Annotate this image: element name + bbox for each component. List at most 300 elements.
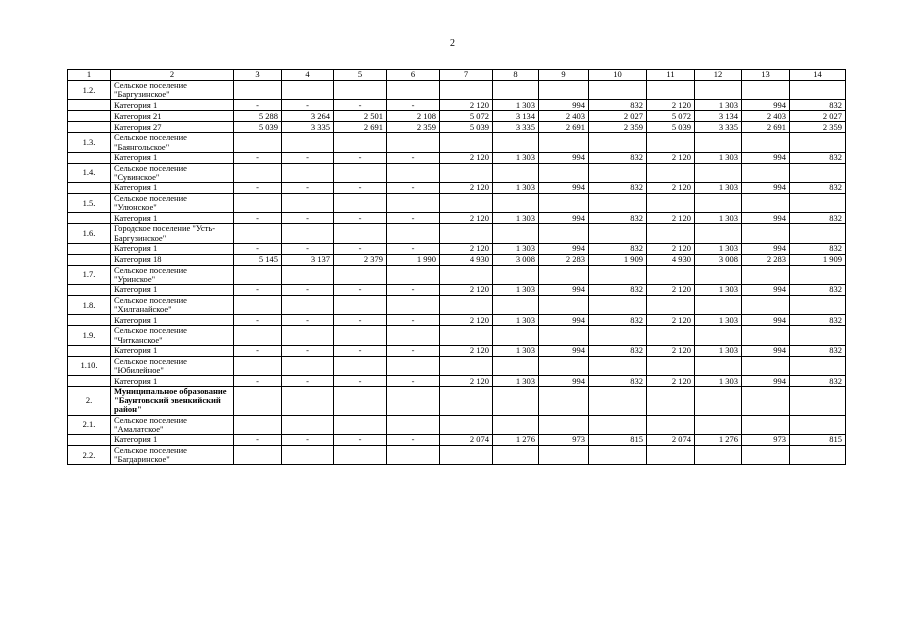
value-cell — [493, 81, 539, 100]
value-cell — [742, 296, 790, 315]
value-cell: 2 074 — [647, 434, 695, 445]
value-cell: 4 930 — [647, 254, 695, 265]
value-cell — [282, 224, 334, 243]
row-number: 2. — [68, 387, 111, 416]
row-number: 1.6. — [68, 224, 111, 243]
value-cell: 994 — [539, 315, 589, 326]
value-cell: - — [334, 315, 387, 326]
value-cell: - — [387, 152, 440, 163]
category-row — [68, 315, 846, 326]
value-cell — [539, 265, 589, 284]
value-cell: 832 — [589, 100, 647, 111]
value-cell — [742, 81, 790, 100]
value-cell — [234, 194, 282, 213]
value-cell: 1 303 — [695, 100, 742, 111]
column-number-cell: 4 — [282, 70, 334, 81]
value-cell: 832 — [589, 213, 647, 224]
value-cell: 3 134 — [493, 111, 539, 122]
value-cell: 2 120 — [440, 243, 493, 254]
value-cell: 994 — [742, 183, 790, 194]
value-cell: 2 501 — [334, 111, 387, 122]
value-cell — [539, 415, 589, 434]
value-cell — [539, 81, 589, 100]
value-cell: 3 335 — [282, 122, 334, 133]
category-row — [68, 213, 846, 224]
column-number-cell: 6 — [387, 70, 440, 81]
value-cell — [695, 194, 742, 213]
value-cell: 2 359 — [387, 122, 440, 133]
value-cell: 2 359 — [589, 122, 647, 133]
value-cell — [234, 265, 282, 284]
value-cell: 2 120 — [647, 213, 695, 224]
settlement-name: Сельское поселение "Уринское" — [111, 265, 234, 284]
value-cell — [282, 387, 334, 416]
value-cell — [742, 356, 790, 375]
value-cell — [234, 163, 282, 182]
settlement-row — [68, 356, 846, 375]
value-cell — [334, 387, 387, 416]
value-cell: 815 — [790, 434, 846, 445]
value-cell: 5 072 — [440, 111, 493, 122]
value-cell: 1 303 — [695, 213, 742, 224]
value-cell: 994 — [539, 285, 589, 296]
value-cell: 973 — [742, 434, 790, 445]
value-cell: 1 303 — [695, 285, 742, 296]
settlement-name: Сельское поселение "Сувинское" — [111, 163, 234, 182]
value-cell — [647, 296, 695, 315]
value-cell: 2 120 — [440, 345, 493, 356]
row-number — [68, 111, 111, 122]
value-cell — [742, 265, 790, 284]
row-number — [68, 315, 111, 326]
value-cell — [334, 265, 387, 284]
column-number-cell: 14 — [790, 70, 846, 81]
value-cell: 1 303 — [695, 183, 742, 194]
value-cell: - — [334, 285, 387, 296]
value-cell — [334, 224, 387, 243]
value-cell: - — [234, 183, 282, 194]
value-cell — [282, 163, 334, 182]
value-cell: 832 — [790, 213, 846, 224]
value-cell — [790, 326, 846, 345]
category-row — [68, 152, 846, 163]
value-cell: 994 — [742, 100, 790, 111]
value-cell — [334, 133, 387, 152]
value-cell — [790, 81, 846, 100]
value-cell — [387, 445, 440, 464]
value-cell: 2 027 — [589, 111, 647, 122]
value-cell — [695, 445, 742, 464]
value-cell — [440, 415, 493, 434]
row-number — [68, 376, 111, 387]
value-cell: 2 120 — [647, 285, 695, 296]
value-cell — [493, 296, 539, 315]
column-number-cell: 1 — [68, 70, 111, 81]
value-cell — [790, 194, 846, 213]
value-cell — [589, 296, 647, 315]
category-row — [68, 243, 846, 254]
value-cell: - — [387, 183, 440, 194]
value-cell — [695, 415, 742, 434]
value-cell: 832 — [790, 100, 846, 111]
value-cell — [334, 194, 387, 213]
value-cell: - — [387, 434, 440, 445]
value-cell — [589, 224, 647, 243]
value-cell: 832 — [589, 285, 647, 296]
value-cell — [234, 326, 282, 345]
value-cell — [440, 326, 493, 345]
value-cell — [647, 356, 695, 375]
value-cell: 2 120 — [647, 376, 695, 387]
value-cell: - — [334, 152, 387, 163]
column-number-cell: 9 — [539, 70, 589, 81]
column-number-cell: 11 — [647, 70, 695, 81]
settlement-row — [68, 296, 846, 315]
value-cell — [790, 133, 846, 152]
value-cell: 2 283 — [539, 254, 589, 265]
value-cell: - — [282, 100, 334, 111]
settlement-name: Сельское поселение "Юбилейное" — [111, 356, 234, 375]
row-number: 2.1. — [68, 415, 111, 434]
page-number: 2 — [450, 38, 455, 49]
value-cell: - — [282, 152, 334, 163]
column-number-cell: 7 — [440, 70, 493, 81]
value-cell: 5 039 — [440, 122, 493, 133]
value-cell — [589, 415, 647, 434]
settlement-row — [68, 265, 846, 284]
value-cell — [539, 194, 589, 213]
settlement-name: Сельское поселение "Багдаринское" — [111, 445, 234, 464]
value-cell — [742, 415, 790, 434]
value-cell: - — [282, 434, 334, 445]
category-name: Категория 27 — [111, 122, 234, 133]
row-number — [68, 243, 111, 254]
value-cell — [539, 133, 589, 152]
value-cell: 994 — [742, 285, 790, 296]
settlement-row — [68, 224, 846, 243]
category-row — [68, 100, 846, 111]
value-cell — [589, 326, 647, 345]
value-cell: - — [387, 285, 440, 296]
value-cell: 1 303 — [695, 345, 742, 356]
settlement-row — [68, 133, 846, 152]
value-cell — [234, 133, 282, 152]
value-cell: 973 — [539, 434, 589, 445]
value-cell — [387, 133, 440, 152]
value-cell — [440, 356, 493, 375]
value-cell — [695, 163, 742, 182]
value-cell: 1 303 — [493, 315, 539, 326]
category-name: Категория 1 — [111, 376, 234, 387]
value-cell: 832 — [589, 152, 647, 163]
value-cell — [493, 265, 539, 284]
value-cell: 994 — [539, 243, 589, 254]
value-cell: - — [282, 345, 334, 356]
value-cell: 994 — [539, 183, 589, 194]
column-number-cell: 13 — [742, 70, 790, 81]
value-cell: 832 — [790, 285, 846, 296]
row-number: 1.9. — [68, 326, 111, 345]
value-cell — [440, 163, 493, 182]
row-number — [68, 213, 111, 224]
value-cell — [334, 415, 387, 434]
value-cell: 832 — [790, 376, 846, 387]
value-cell: 1 303 — [493, 345, 539, 356]
value-cell: 1 276 — [493, 434, 539, 445]
value-cell: - — [334, 243, 387, 254]
value-cell: 1 303 — [695, 376, 742, 387]
value-cell: 2 403 — [742, 111, 790, 122]
value-cell: 2 379 — [334, 254, 387, 265]
value-cell — [742, 224, 790, 243]
value-cell — [387, 265, 440, 284]
row-number: 2.2. — [68, 445, 111, 464]
column-number-cell: 8 — [493, 70, 539, 81]
value-cell: 1 303 — [695, 152, 742, 163]
value-cell: 1 909 — [790, 254, 846, 265]
value-cell — [790, 387, 846, 416]
category-name: Категория 1 — [111, 315, 234, 326]
row-number — [68, 100, 111, 111]
settlement-name: Сельское поселение "Улюнское" — [111, 194, 234, 213]
row-number: 1.7. — [68, 265, 111, 284]
value-cell — [234, 387, 282, 416]
value-cell: 2 691 — [742, 122, 790, 133]
value-cell — [539, 356, 589, 375]
value-cell: 4 930 — [440, 254, 493, 265]
value-cell — [695, 81, 742, 100]
value-cell — [742, 163, 790, 182]
column-number-cell: 12 — [695, 70, 742, 81]
value-cell — [334, 445, 387, 464]
value-cell: - — [234, 315, 282, 326]
category-row — [68, 183, 846, 194]
value-cell: 2 108 — [387, 111, 440, 122]
column-number-cell: 10 — [589, 70, 647, 81]
column-number-cell: 2 — [111, 70, 234, 81]
value-cell — [493, 224, 539, 243]
value-cell — [647, 326, 695, 345]
category-row — [68, 376, 846, 387]
value-cell — [493, 356, 539, 375]
value-cell: - — [234, 100, 282, 111]
settlement-row — [68, 445, 846, 464]
value-cell — [790, 415, 846, 434]
value-cell: 832 — [790, 345, 846, 356]
value-cell: - — [234, 434, 282, 445]
value-cell — [387, 356, 440, 375]
value-cell — [282, 265, 334, 284]
value-cell — [647, 194, 695, 213]
value-cell: 2 283 — [742, 254, 790, 265]
value-cell: 5 039 — [234, 122, 282, 133]
settlement-row — [68, 326, 846, 345]
settlement-row — [68, 163, 846, 182]
value-cell — [647, 81, 695, 100]
value-cell: - — [334, 376, 387, 387]
value-cell — [282, 445, 334, 464]
settlement-row — [68, 81, 846, 100]
value-cell: 2 403 — [539, 111, 589, 122]
value-cell — [334, 356, 387, 375]
value-cell: 832 — [589, 376, 647, 387]
value-cell: - — [334, 434, 387, 445]
value-cell — [790, 296, 846, 315]
value-cell — [440, 224, 493, 243]
value-cell — [539, 445, 589, 464]
value-cell: 1 303 — [493, 152, 539, 163]
value-cell — [440, 296, 493, 315]
value-cell: 1 303 — [695, 243, 742, 254]
value-cell: 832 — [790, 315, 846, 326]
column-number-cell: 3 — [234, 70, 282, 81]
value-cell: - — [387, 376, 440, 387]
value-cell — [493, 133, 539, 152]
value-cell: 3 335 — [493, 122, 539, 133]
value-cell — [695, 387, 742, 416]
row-number: 1.10. — [68, 356, 111, 375]
value-cell: 832 — [589, 315, 647, 326]
value-cell: - — [387, 100, 440, 111]
value-cell: 2 691 — [334, 122, 387, 133]
value-cell — [742, 445, 790, 464]
settlement-name: Сельское поселение "Читканское" — [111, 326, 234, 345]
row-number — [68, 345, 111, 356]
value-cell: 2 120 — [440, 213, 493, 224]
row-number: 1.4. — [68, 163, 111, 182]
row-number — [68, 122, 111, 133]
value-cell — [440, 445, 493, 464]
settlement-row — [68, 415, 846, 434]
value-cell — [387, 224, 440, 243]
value-cell — [790, 356, 846, 375]
value-cell: - — [387, 345, 440, 356]
value-cell: 832 — [589, 345, 647, 356]
category-name: Категория 1 — [111, 152, 234, 163]
value-cell: 5 072 — [647, 111, 695, 122]
category-row — [68, 254, 846, 265]
value-cell — [282, 356, 334, 375]
value-cell: 2 120 — [647, 345, 695, 356]
value-cell — [234, 81, 282, 100]
value-cell: 994 — [539, 152, 589, 163]
value-cell — [589, 133, 647, 152]
value-cell: 1 303 — [493, 183, 539, 194]
value-cell — [282, 415, 334, 434]
value-cell: 3 008 — [695, 254, 742, 265]
value-cell — [695, 265, 742, 284]
value-cell: - — [334, 100, 387, 111]
value-cell: 994 — [539, 213, 589, 224]
value-cell: - — [282, 285, 334, 296]
category-row — [68, 434, 846, 445]
value-cell — [440, 194, 493, 213]
category-row — [68, 345, 846, 356]
value-cell: - — [387, 315, 440, 326]
value-cell — [234, 445, 282, 464]
value-cell — [647, 265, 695, 284]
value-cell: - — [334, 213, 387, 224]
row-number — [68, 434, 111, 445]
value-cell — [539, 224, 589, 243]
value-cell — [387, 326, 440, 345]
value-cell — [539, 387, 589, 416]
row-number: 1.2. — [68, 81, 111, 100]
value-cell — [387, 415, 440, 434]
value-cell: - — [282, 183, 334, 194]
value-cell: 2 120 — [440, 100, 493, 111]
value-cell: 2 359 — [790, 122, 846, 133]
value-cell: - — [234, 152, 282, 163]
value-cell: 5 288 — [234, 111, 282, 122]
value-cell — [282, 326, 334, 345]
value-cell: 2 120 — [440, 315, 493, 326]
value-cell — [334, 81, 387, 100]
value-cell: - — [282, 315, 334, 326]
settlement-name: Городское поселение "Усть-Баргузинское" — [111, 224, 234, 243]
value-cell — [790, 163, 846, 182]
category-row — [68, 111, 846, 122]
value-cell: 832 — [790, 183, 846, 194]
category-row — [68, 122, 846, 133]
settlement-name: Сельское поселение "Хилганайское" — [111, 296, 234, 315]
value-cell — [539, 163, 589, 182]
value-cell — [387, 163, 440, 182]
value-cell: 1 303 — [493, 243, 539, 254]
value-cell — [440, 81, 493, 100]
value-cell: 1 303 — [493, 213, 539, 224]
value-cell: - — [334, 183, 387, 194]
category-name: Категория 1 — [111, 345, 234, 356]
value-cell — [234, 224, 282, 243]
value-cell — [742, 387, 790, 416]
value-cell: 3 264 — [282, 111, 334, 122]
value-cell — [790, 265, 846, 284]
value-cell: 2 074 — [440, 434, 493, 445]
value-cell: 5 145 — [234, 254, 282, 265]
value-cell — [647, 415, 695, 434]
value-cell: 2 027 — [790, 111, 846, 122]
value-cell — [589, 445, 647, 464]
row-number — [68, 152, 111, 163]
value-cell: - — [234, 243, 282, 254]
value-cell — [334, 163, 387, 182]
category-name: Категория 1 — [111, 434, 234, 445]
value-cell — [440, 265, 493, 284]
settlement-name: Сельское поселение "Амалатское" — [111, 415, 234, 434]
settlement-name: Сельское поселение "Баргузинское" — [111, 81, 234, 100]
value-cell: 2 120 — [647, 152, 695, 163]
row-number: 1.3. — [68, 133, 111, 152]
value-cell — [589, 356, 647, 375]
settlement-row — [68, 387, 846, 416]
value-cell — [790, 224, 846, 243]
value-cell: - — [334, 345, 387, 356]
value-cell: - — [234, 345, 282, 356]
value-cell — [493, 163, 539, 182]
value-cell: 2 120 — [647, 243, 695, 254]
value-cell — [589, 387, 647, 416]
value-cell — [742, 326, 790, 345]
value-cell: 994 — [539, 100, 589, 111]
value-cell: 2 120 — [440, 152, 493, 163]
row-number: 1.8. — [68, 296, 111, 315]
category-name: Категория 1 — [111, 183, 234, 194]
value-cell — [647, 163, 695, 182]
category-name: Категория 21 — [111, 111, 234, 122]
value-cell — [334, 296, 387, 315]
value-cell — [493, 387, 539, 416]
